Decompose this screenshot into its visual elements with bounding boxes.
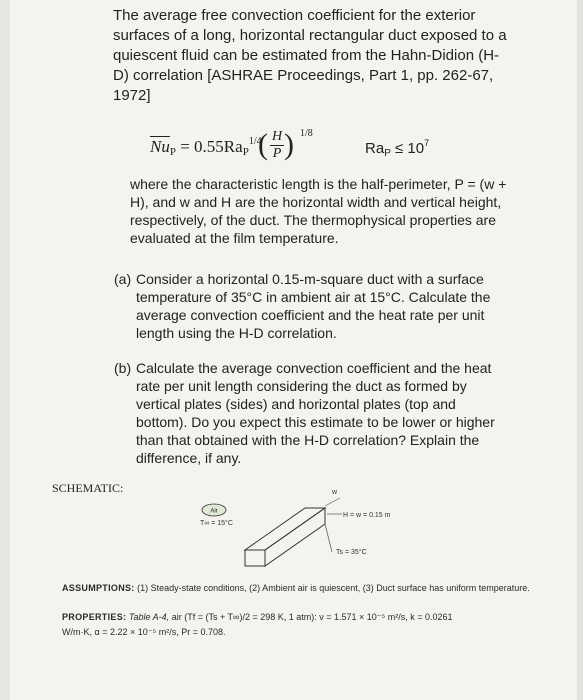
air-tag-label: Air xyxy=(210,508,218,515)
part-a-label: (a) xyxy=(114,271,132,287)
part-b xyxy=(114,359,510,467)
duct-top-face xyxy=(245,508,325,550)
nusselt-symbol: $\overline{Nu}$ xyxy=(150,137,170,156)
validity-condition xyxy=(365,138,429,159)
fraction-numerator: H xyxy=(271,129,283,144)
schematic-label: SCHEMATIC: xyxy=(52,481,124,495)
surface-temp-leader xyxy=(325,524,332,552)
ambient-temp-label: T∞ = 15°C xyxy=(200,520,233,527)
assumptions-text: (1) Steady-state conditions, (2) Ambient air is quiescent, (3) Duct surface has uniform temperature. xyxy=(137,583,530,593)
page-right-edge xyxy=(577,0,583,700)
problem-intro: The average free convection coefficient for the exterior surfaces of a long, horizontal rectangular duct exposed to a quiescent fluid can be estimated from the Hahn-Didion (H-D) correlation [ASHRAE Proceedings, Part 1, pp. 262-67, 1972] xyxy=(113,7,507,104)
properties-line-1: air (Tf = (Ts + T∞)/2 = 298 K, 1 atm): ν = 1.571 × 10⁻⁵ m²/s, k = 0.0261 xyxy=(171,612,453,622)
page-left-edge xyxy=(0,0,10,700)
fraction-denominator: P xyxy=(272,146,282,161)
duct-front-face xyxy=(245,550,265,566)
hahn-didion-equation xyxy=(150,128,510,168)
rayleigh-subscript: P xyxy=(242,146,249,158)
surface-temp-label: Ts = 35°C xyxy=(336,549,367,556)
w-dimension-label: w xyxy=(332,489,338,496)
condition-subscript: P xyxy=(384,148,391,159)
right-paren: ) xyxy=(284,128,294,161)
dimensions-label: H = w = 0.15 m xyxy=(343,512,391,519)
assumptions-heading: ASSUMPTIONS: xyxy=(62,583,135,593)
part-b-label: (b) xyxy=(114,360,132,376)
equation-lhs xyxy=(150,136,262,158)
rayleigh-exponent: 1/4 xyxy=(248,136,262,147)
left-paren: ( xyxy=(258,128,268,161)
h-over-p-fraction xyxy=(270,130,284,161)
properties-line-2: W/m·K, α = 2.22 × 10⁻⁵ m²/s, Pr = 0.708. xyxy=(62,627,226,637)
equation-coefficient: = 0.55Ra xyxy=(175,137,243,156)
duct-schematic xyxy=(190,488,520,568)
condition-symbol: Ra xyxy=(365,140,385,157)
nusselt-subscript: P xyxy=(169,146,176,158)
equation-description: where the characteristic length is the half-perimeter, P = (w + H), and w and H are the horizontal width and vertical height, respectively, of the duct. The thermophysical properties are evaluated at the film temperature. xyxy=(130,176,507,246)
properties-block xyxy=(62,610,542,640)
part-a-text: Consider a horizontal 0.15-m-square duct with a surface temperature of 35°C in ambient air at 15°C. Calculate the average convection coefficient and the heat rate per unit length using the H-D correlation. xyxy=(136,271,491,341)
w-dimension-line xyxy=(325,498,340,506)
properties-table-ref: Table A-4, xyxy=(128,612,170,622)
properties-heading: PROPERTIES: xyxy=(62,612,127,622)
duct-side-face xyxy=(265,508,325,566)
condition-exponent: 7 xyxy=(424,138,430,148)
outer-exponent: 1/8 xyxy=(300,128,313,139)
part-a xyxy=(114,270,510,342)
assumptions-block xyxy=(62,582,532,594)
part-b-text: Calculate the average convection coefficient and the heat rate per unit length considering the duct as formed by vertical plates (sides) and horizontal plates (top and bottom). Do you expect this estimate to be lower or higher than that obtained with the H-D correlation? Explain the difference, if any. xyxy=(136,360,495,466)
condition-operator: ≤ 10 xyxy=(390,140,425,157)
